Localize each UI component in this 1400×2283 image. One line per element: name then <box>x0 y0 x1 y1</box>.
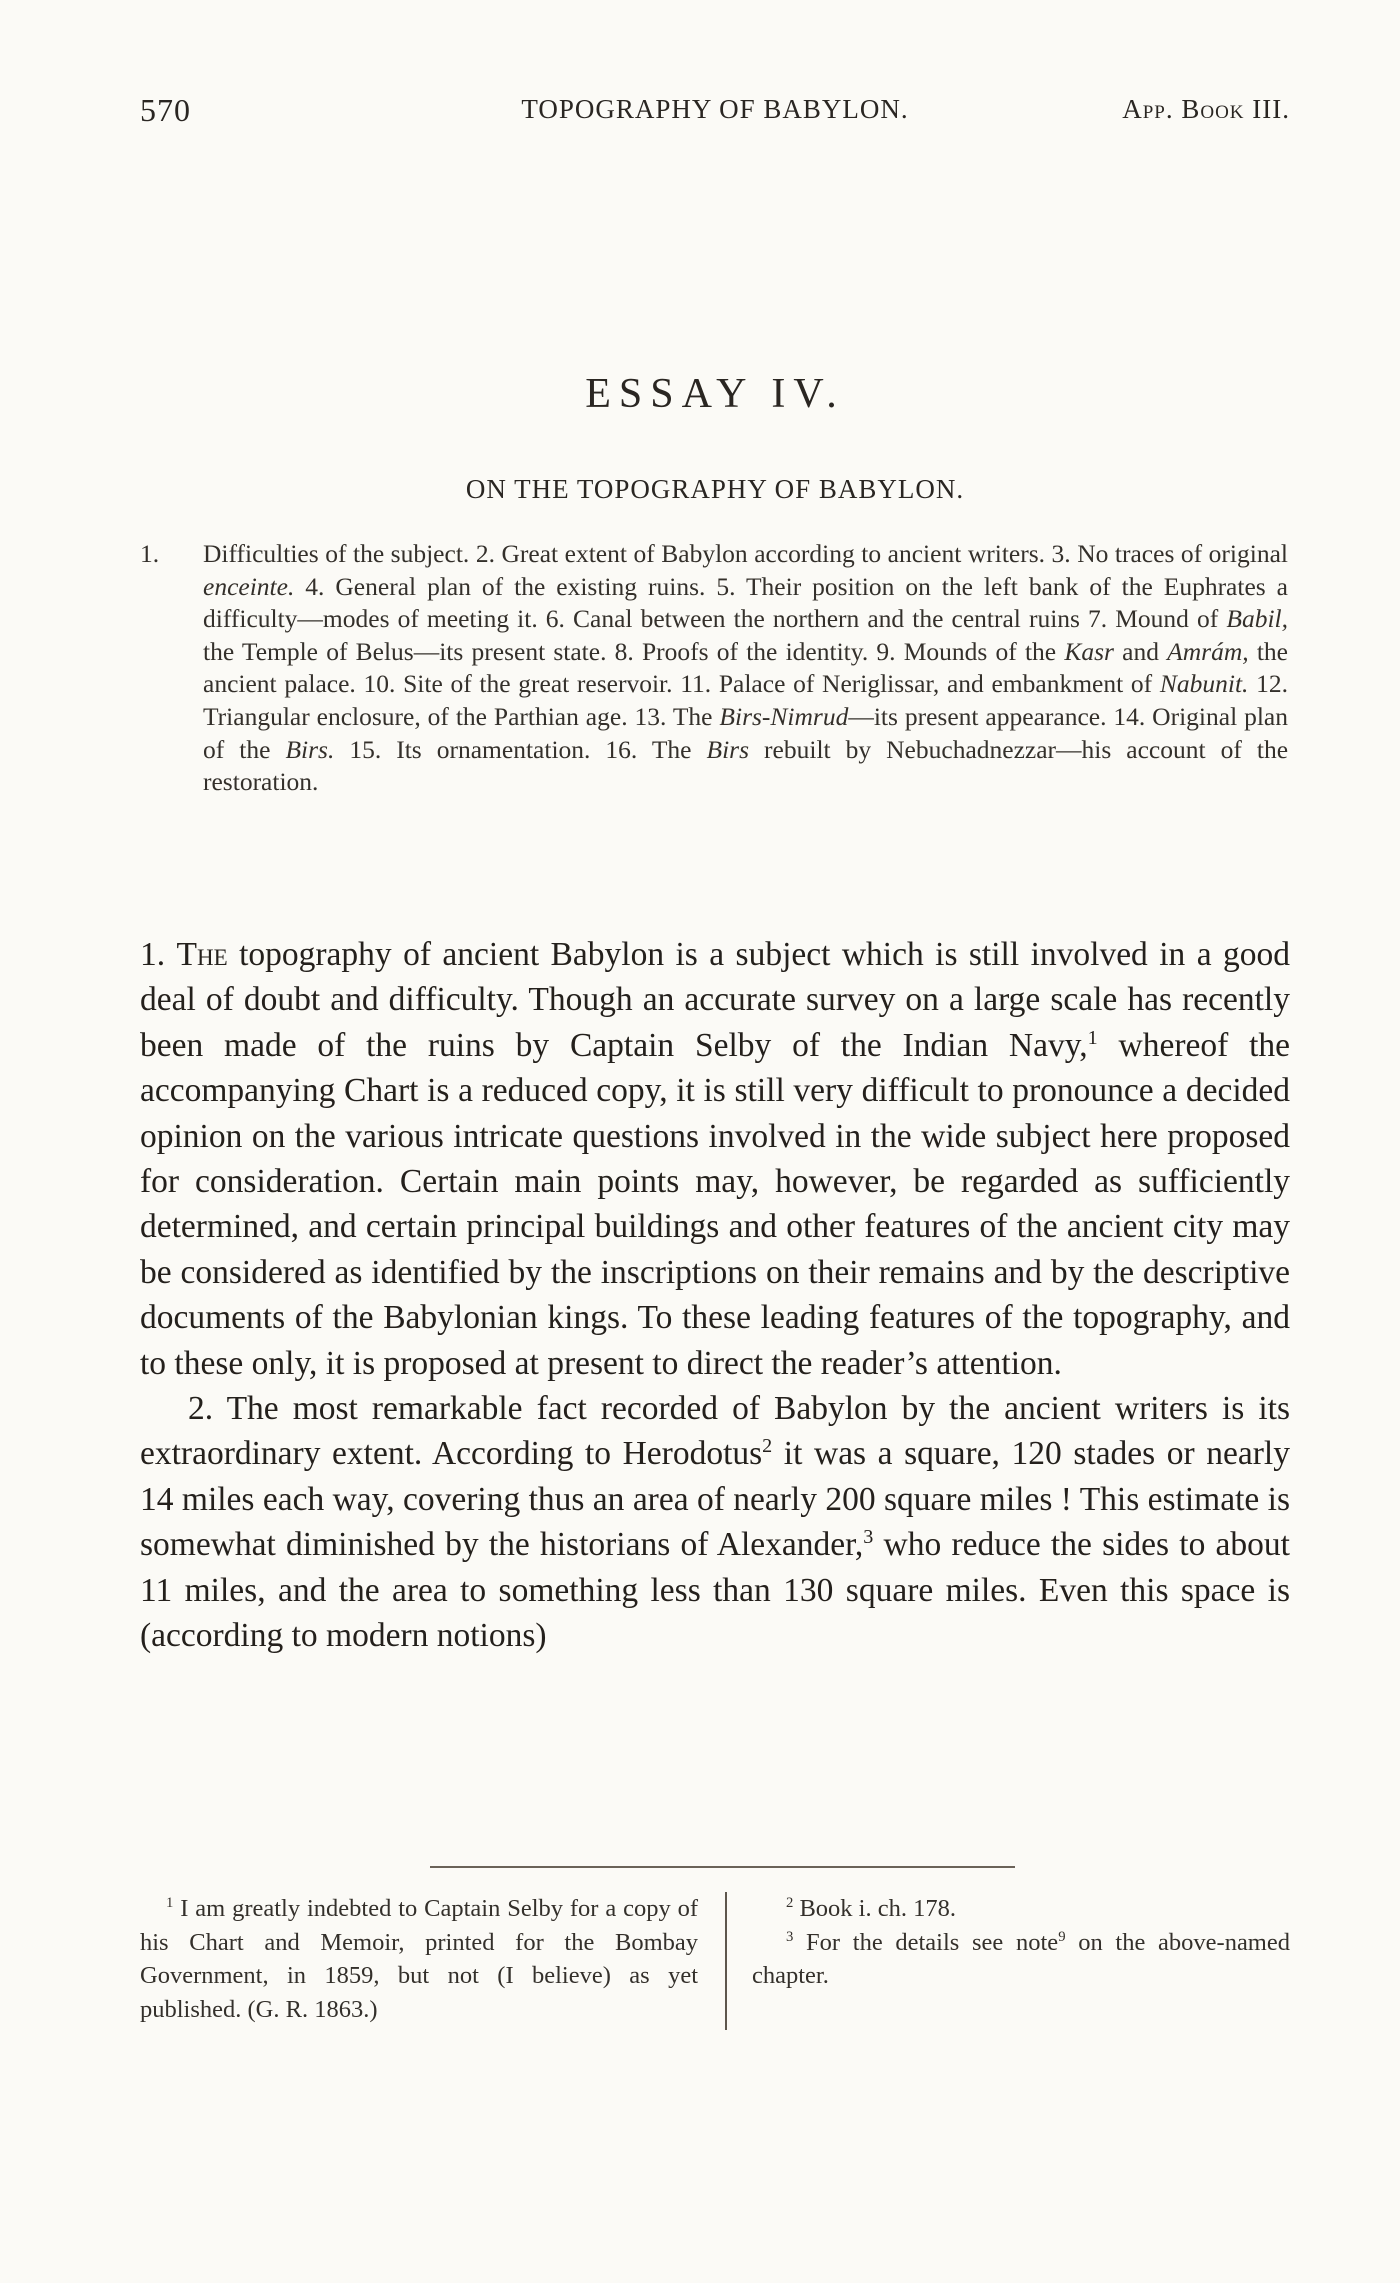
footnote-ref[interactable]: 3 <box>863 1526 874 1549</box>
essay-subtitle: ON THE TOPOGRAPHY OF BABYLON. <box>465 474 965 504</box>
footnote-text: on the above-named chapter. <box>752 1928 1290 1989</box>
paragraph-text: topography of ancient Babylon is a subject which is still involved in a good deal of doubt and difficulty. Though an accurate survey on a large scale has recently been made of the ruins by Captain Selby of the Indian Navy, <box>140 936 1290 1064</box>
footnote-1 <box>140 1892 698 2026</box>
page-number: 570 <box>140 92 191 128</box>
paragraph-text: whereof the accompanying Chart is a reduced copy, it is still very difficult to pronounce a decided opinion on the various intricate questions involved in the wide subject here proposed for consideration. Certain main points may, however, be regarded as sufficiently determined, and certain principal buildings and other features of the ancient city may be considered as identified by the inscriptions on their remains and by the descriptive documents of the Babylonian kings. To these leading features of the topography, and to these only, it is proposed at present to direct the reader’s attention. <box>140 1026 1290 1382</box>
footnote-mark: 3 <box>786 1928 794 1945</box>
footnote-3 <box>752 1926 1290 1993</box>
paragraph-1 <box>140 932 1290 1386</box>
running-head-book: App. Book III. <box>1122 94 1290 124</box>
synopsis <box>140 538 1288 799</box>
synopsis-text: the ancient palace. 10. Site of the great reservoir. 11. Palace of Neriglissar, and embankment of <box>203 636 1288 699</box>
footnote-mark: 1 <box>166 1894 174 1911</box>
footnote-text: For the details see note <box>793 1928 1059 1956</box>
essay-title: ESSAY IV. <box>585 371 845 417</box>
synopsis-paragraph <box>140 538 1288 799</box>
paragraph-text: 2. The most remarkable fact recorded of Babylon by the ancient writers is its extraordinary extent. According to Herodotus <box>140 1390 1290 1473</box>
footnote-separator <box>430 1866 1015 1868</box>
synopsis-italic: Amrám, <box>1167 636 1249 666</box>
synopsis-text: the Temple of Belus—its present state. 8. Proofs of the identity. 9. Mounds of the <box>203 636 1065 666</box>
synopsis-text: and <box>1113 636 1168 666</box>
synopsis-text: —its present appearance. 14. Original plan of the <box>203 701 1288 764</box>
footnote-2 <box>752 1892 1290 1926</box>
paragraph-number: 1. <box>140 936 166 973</box>
footnote-text: Book i. ch. 178. <box>793 1895 956 1922</box>
small-caps-opening: The <box>176 936 228 973</box>
synopsis-text: 12. Triangular enclosure, of the Parthian age. 13. The <box>203 669 1288 731</box>
synopsis-italic: Babil, <box>1226 604 1288 634</box>
running-head-title: TOPOGRAPHY OF BABYLON. <box>521 94 909 124</box>
footnote-text: I am greatly indebted to Captain Selby for a copy of his Chart and Memoir, printed for the Bombay Government, in 1859, but not (I believe) as yet published. (G. R. 1863.) <box>140 1895 698 2023</box>
footnote-ref[interactable]: 1 <box>1087 1026 1098 1049</box>
footnote-mark: 2 <box>786 1894 794 1911</box>
column-divider <box>725 1892 727 2030</box>
synopsis-text: rebuilt by Nebuchadnezzar—his account of the restoration. <box>203 734 1289 797</box>
synopsis-number: 1. <box>140 539 160 568</box>
synopsis-italic: Nabunit. <box>1159 669 1249 699</box>
synopsis-italic: enceinte. <box>203 571 295 601</box>
synopsis-italic: Birs. <box>285 734 335 764</box>
synopsis-italic: Kasr <box>1064 636 1114 666</box>
paragraph-text: it was a square, 120 stades or nearly 14 miles each way, covering thus an area of nearly 200 square miles ! This estimate is somewhat diminished by the historians of Alexander, <box>140 1435 1290 1564</box>
footnote-ref[interactable]: 2 <box>762 1435 773 1458</box>
footnote-column-left <box>140 1892 698 2026</box>
synopsis-text: 15. Its ornamentation. 16. The <box>334 734 707 764</box>
synopsis-italic: Birs <box>706 734 750 764</box>
paragraph-2 <box>140 1386 1290 1658</box>
footnote-column-right <box>752 1892 1290 1993</box>
synopsis-text: Difficulties of the subject. 2. Great extent of Babylon according to ancient writers. 3. No traces of original <box>203 539 1288 568</box>
footnote-ref: 9 <box>1058 1928 1066 1945</box>
synopsis-text: 4. General plan of the existing ruins. 5. Their position on the left bank of the Euphrates a difficulty—modes of meeting it. 6. Canal between the northern and the central ruins 7. Mound of <box>203 571 1288 634</box>
paragraph-text: who reduce the sides to about 11 miles, and the area to something less than 130 square miles. Even this space is (according to modern notions) <box>140 1526 1290 1655</box>
body-text <box>140 932 1290 1659</box>
synopsis-italic: Birs-Nimrud <box>719 701 849 731</box>
running-head <box>140 92 1290 132</box>
footnotes <box>140 1892 1290 2032</box>
